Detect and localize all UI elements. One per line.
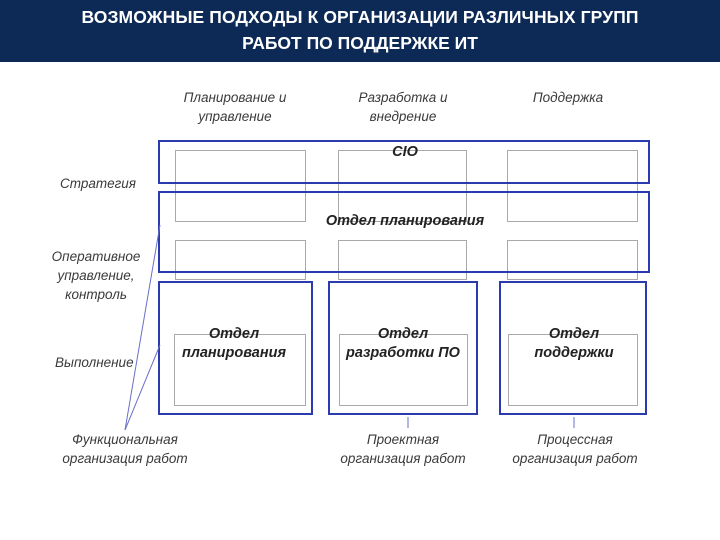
row-label-operational-line2: управление,: [57, 268, 135, 283]
footer-project-line2: организация работ: [340, 451, 466, 466]
column-header-development-line1: Разработка и: [358, 90, 448, 105]
row-label-strategy: Стратегия: [60, 176, 136, 191]
support-department-label-line2: поддержки: [534, 345, 614, 361]
cio-label: CIO: [392, 144, 418, 160]
functional-planning-label-line2: планирования: [181, 345, 287, 361]
footer-project: [323, 430, 483, 468]
connector-line-functional-upper: [125, 225, 160, 430]
title-line-1: ВОЗМОЖНЫЕ ПОДХОДЫ К ОРГАНИЗАЦИИ РАЗЛИЧНЫХ ГРУПП: [81, 7, 639, 27]
support-department-label-line1: Отдел: [548, 326, 600, 342]
footer-functional: [40, 430, 210, 468]
row-label-operational-line3: контроль: [65, 287, 127, 302]
row-label-operational-line1: Оперативное: [51, 249, 141, 264]
development-department-label-line2: разработки ПО: [346, 345, 460, 361]
functional-planning-label-line1: Отдел: [208, 326, 260, 342]
footer-process-line2: организация работ: [512, 451, 638, 466]
planning-department-label: Отдел планирования: [325, 213, 485, 229]
connector-line-functional-lower: [125, 345, 160, 430]
footer-project-line1: Проектная: [366, 432, 440, 447]
column-header-support-line1: Поддержка: [532, 90, 604, 105]
footer-functional-line1: Функциональная: [72, 432, 178, 447]
column-header-planning-line1: Планирование и: [183, 90, 287, 105]
column-header-planning-line2: управление: [198, 109, 272, 124]
row-label-execution: Выполнение: [55, 355, 134, 370]
column-header-development-line2: внедрение: [369, 109, 437, 124]
title-line-2: РАБОТ ПО ПОДДЕРЖКЕ ИТ: [242, 33, 478, 53]
footer-process-line1: Процессная: [537, 432, 613, 447]
footer-functional-line2: организация работ: [62, 451, 188, 466]
development-department-label-line1: Отдел: [377, 326, 429, 342]
footer-process: [495, 430, 655, 468]
